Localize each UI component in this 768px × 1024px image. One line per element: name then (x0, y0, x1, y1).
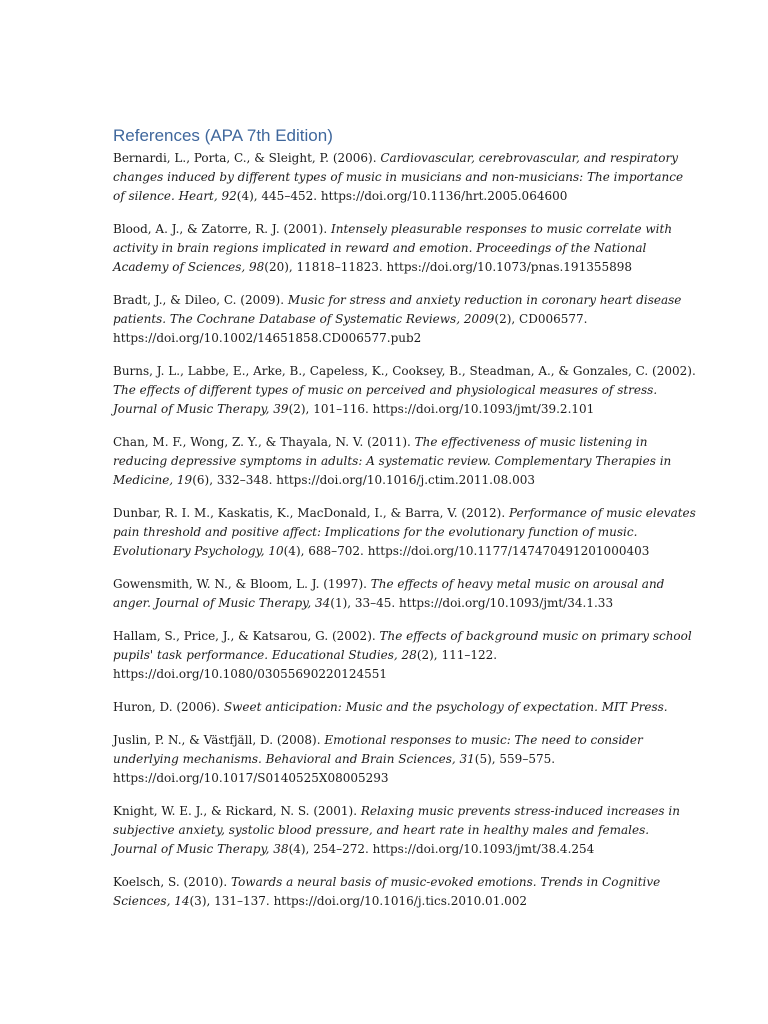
reference-title-text: underlying mechanisms. Behavioral and Brain Sciences, 31 (113, 752, 475, 766)
reference-line (113, 381, 673, 400)
reference-title-text: Music for stress and anxiety reduction in coronary heart disease (287, 293, 682, 307)
reference-text: (20), 11818–11823. https://doi.org/10.1073/pnas.191355898 (264, 260, 633, 274)
reference-text: (6), 332–348. https://doi.org/10.1016/j.ctim.2011.08.003 (192, 473, 535, 487)
reference-text: Knight, W. E. J., & Rickard, N. S. (2001). (113, 804, 361, 818)
reference-entry (113, 291, 682, 348)
reference-title-text: anger. Journal of Music Therapy, 34 (113, 596, 331, 610)
reference-line (113, 471, 673, 490)
reference-title-text: pupils' task performance. Educational Studies, 28 (113, 648, 417, 662)
reference-text: (2), 111–122. (416, 648, 498, 662)
reference-line (113, 220, 673, 239)
reference-line (113, 873, 673, 892)
reference-line (113, 329, 673, 348)
reference-line (113, 239, 673, 258)
reference-entry (113, 220, 673, 277)
reference-line (113, 802, 680, 821)
reference-text: (3), 131–137. https://doi.org/10.1016/j.tics.2010.01.002 (189, 894, 528, 908)
reference-line (113, 769, 673, 788)
reference-title-text: Academy of Sciences, 98 (113, 260, 265, 274)
reference-text: (4), 445–452. https://doi.org/10.1136/hrt.2005.064600 (236, 189, 568, 203)
reference-line (113, 698, 673, 717)
reference-text: Burns, J. L., Labbe, E., Arke, B., Capeless, K., Cooksey, B., Steadman, A., & Gonzales, C. (2002). (113, 364, 696, 378)
reference-line (113, 594, 673, 613)
reference-text: Koelsch, S. (2010). (113, 875, 231, 889)
reference-entry (113, 362, 696, 419)
reference-title-text: reducing depressive symptoms in adults: A systematic review. Complementary Therapies in (113, 454, 672, 468)
reference-title-text: subjective anxiety, systolic blood pressure, and heart rate in healthy males and females. (113, 823, 650, 837)
reference-title-text: patients. The Cochrane Database of Systematic Reviews, 2009 (113, 312, 495, 326)
reference-line (113, 149, 678, 168)
reference-list (113, 149, 696, 925)
reference-line (113, 575, 673, 594)
reference-title-text: Performance of music elevates (508, 506, 696, 520)
reference-entry (113, 433, 673, 490)
reference-title-text: changes induced by different types of music in musicians and non-musicians: The importance (113, 170, 684, 184)
reference-text: Huron, D. (2006). (113, 700, 224, 714)
reference-text: Juslin, P. N., & Västfjäll, D. (2008). (113, 733, 325, 747)
reference-text: Gowensmith, W. N., & Bloom, L. J. (1997). (113, 577, 371, 591)
reference-line (113, 433, 673, 452)
reference-title-text: Journal of Music Therapy, 39 (113, 402, 289, 416)
reference-title-text: Cardiovascular, cerebrovascular, and respiratory (380, 151, 678, 165)
reference-line (113, 187, 673, 206)
reference-entry (113, 698, 673, 717)
reference-title-text: The effects of heavy metal music on arousal and (370, 577, 665, 591)
reference-title-text: Towards a neural basis of music-evoked emotions. Trends in Cognitive (231, 875, 661, 889)
reference-line (113, 542, 673, 561)
reference-text: Bradt, J., & Dileo, C. (2009). (113, 293, 288, 307)
reference-text: Hallam, S., Price, J., & Katsarou, G. (2002). (113, 629, 380, 643)
reference-text: (5), 559–575. (474, 752, 556, 766)
reference-line (113, 731, 673, 750)
reference-title-text: Medicine, 19 (113, 473, 193, 487)
reference-title-text: pain threshold and positive affect: Implications for the evolutionary function of music. (113, 525, 638, 539)
references-heading: References (APA 7th Edition) (113, 126, 333, 145)
reference-title-text: activity in brain regions implicated in reward and emotion. Proceedings of the National (113, 241, 647, 255)
reference-title-text: Sweet anticipation: Music and the psychology of expectation. MIT Press. (223, 700, 668, 714)
reference-entry (113, 504, 696, 561)
reference-entry (113, 873, 673, 911)
reference-text: Blood, A. J., & Zatorre, R. J. (2001). (113, 222, 331, 236)
reference-line (113, 627, 692, 646)
reference-line (113, 821, 673, 840)
reference-text: https://doi.org/10.1017/S0140525X08005293 (113, 771, 389, 785)
reference-title-text: The effectiveness of music listening in (414, 435, 648, 449)
reference-text: (4), 254–272. https://doi.org/10.1093/jmt/38.4.254 (288, 842, 595, 856)
reference-text: https://doi.org/10.1080/03055690220124551 (113, 667, 388, 681)
reference-title-text: of silence. Heart, 92 (113, 189, 237, 203)
reference-title-text: Sciences, 14 (113, 894, 190, 908)
reference-text: Bernardi, L., Porta, C., & Sleight, P. (2006). (113, 151, 381, 165)
reference-line (113, 258, 673, 277)
reference-text: Dunbar, R. I. M., Kaskatis, K., MacDonald, I., & Barra, V. (2012). (113, 506, 509, 520)
reference-title-text: Relaxing music prevents stress-induced increases in (360, 804, 680, 818)
reference-line (113, 840, 673, 859)
reference-title-text: Emotional responses to music: The need to consider (324, 733, 643, 747)
reference-entry (113, 575, 673, 613)
reference-title-text: Intensely pleasurable responses to music correlate with (330, 222, 673, 236)
reference-line (113, 400, 673, 419)
reference-text: (2), CD006577. (494, 312, 588, 326)
reference-line (113, 646, 673, 665)
reference-line (113, 523, 673, 542)
reference-line (113, 362, 696, 381)
reference-title-text: The effects of background music on primary school (379, 629, 692, 643)
reference-title-text: Evolutionary Psychology, 10 (113, 544, 284, 558)
reference-line (113, 504, 696, 523)
reference-text: (2), 101–116. https://doi.org/10.1093/jmt/39.2.101 (288, 402, 595, 416)
reference-line (113, 452, 673, 471)
reference-title-text: The effects of different types of music on perceived and physiological measures of stress. (113, 383, 658, 397)
reference-line (113, 665, 673, 684)
reference-text: (1), 33–45. https://doi.org/10.1093/jmt/34.1.33 (330, 596, 614, 610)
reference-title-text: Journal of Music Therapy, 38 (113, 842, 289, 856)
reference-line (113, 168, 684, 187)
reference-entry (113, 149, 684, 206)
reference-text: (4), 688–702. https://doi.org/10.1177/147470491201000403 (283, 544, 650, 558)
reference-entry (113, 731, 673, 788)
reference-line (113, 291, 682, 310)
reference-text: Chan, M. F., Wong, Z. Y., & Thayala, N. V. (2011). (113, 435, 415, 449)
reference-entry (113, 627, 692, 684)
reference-text: https://doi.org/10.1002/14651858.CD006577.pub2 (113, 331, 422, 345)
reference-line (113, 892, 673, 911)
reference-line (113, 310, 673, 329)
reference-entry (113, 802, 680, 859)
reference-line (113, 750, 673, 769)
